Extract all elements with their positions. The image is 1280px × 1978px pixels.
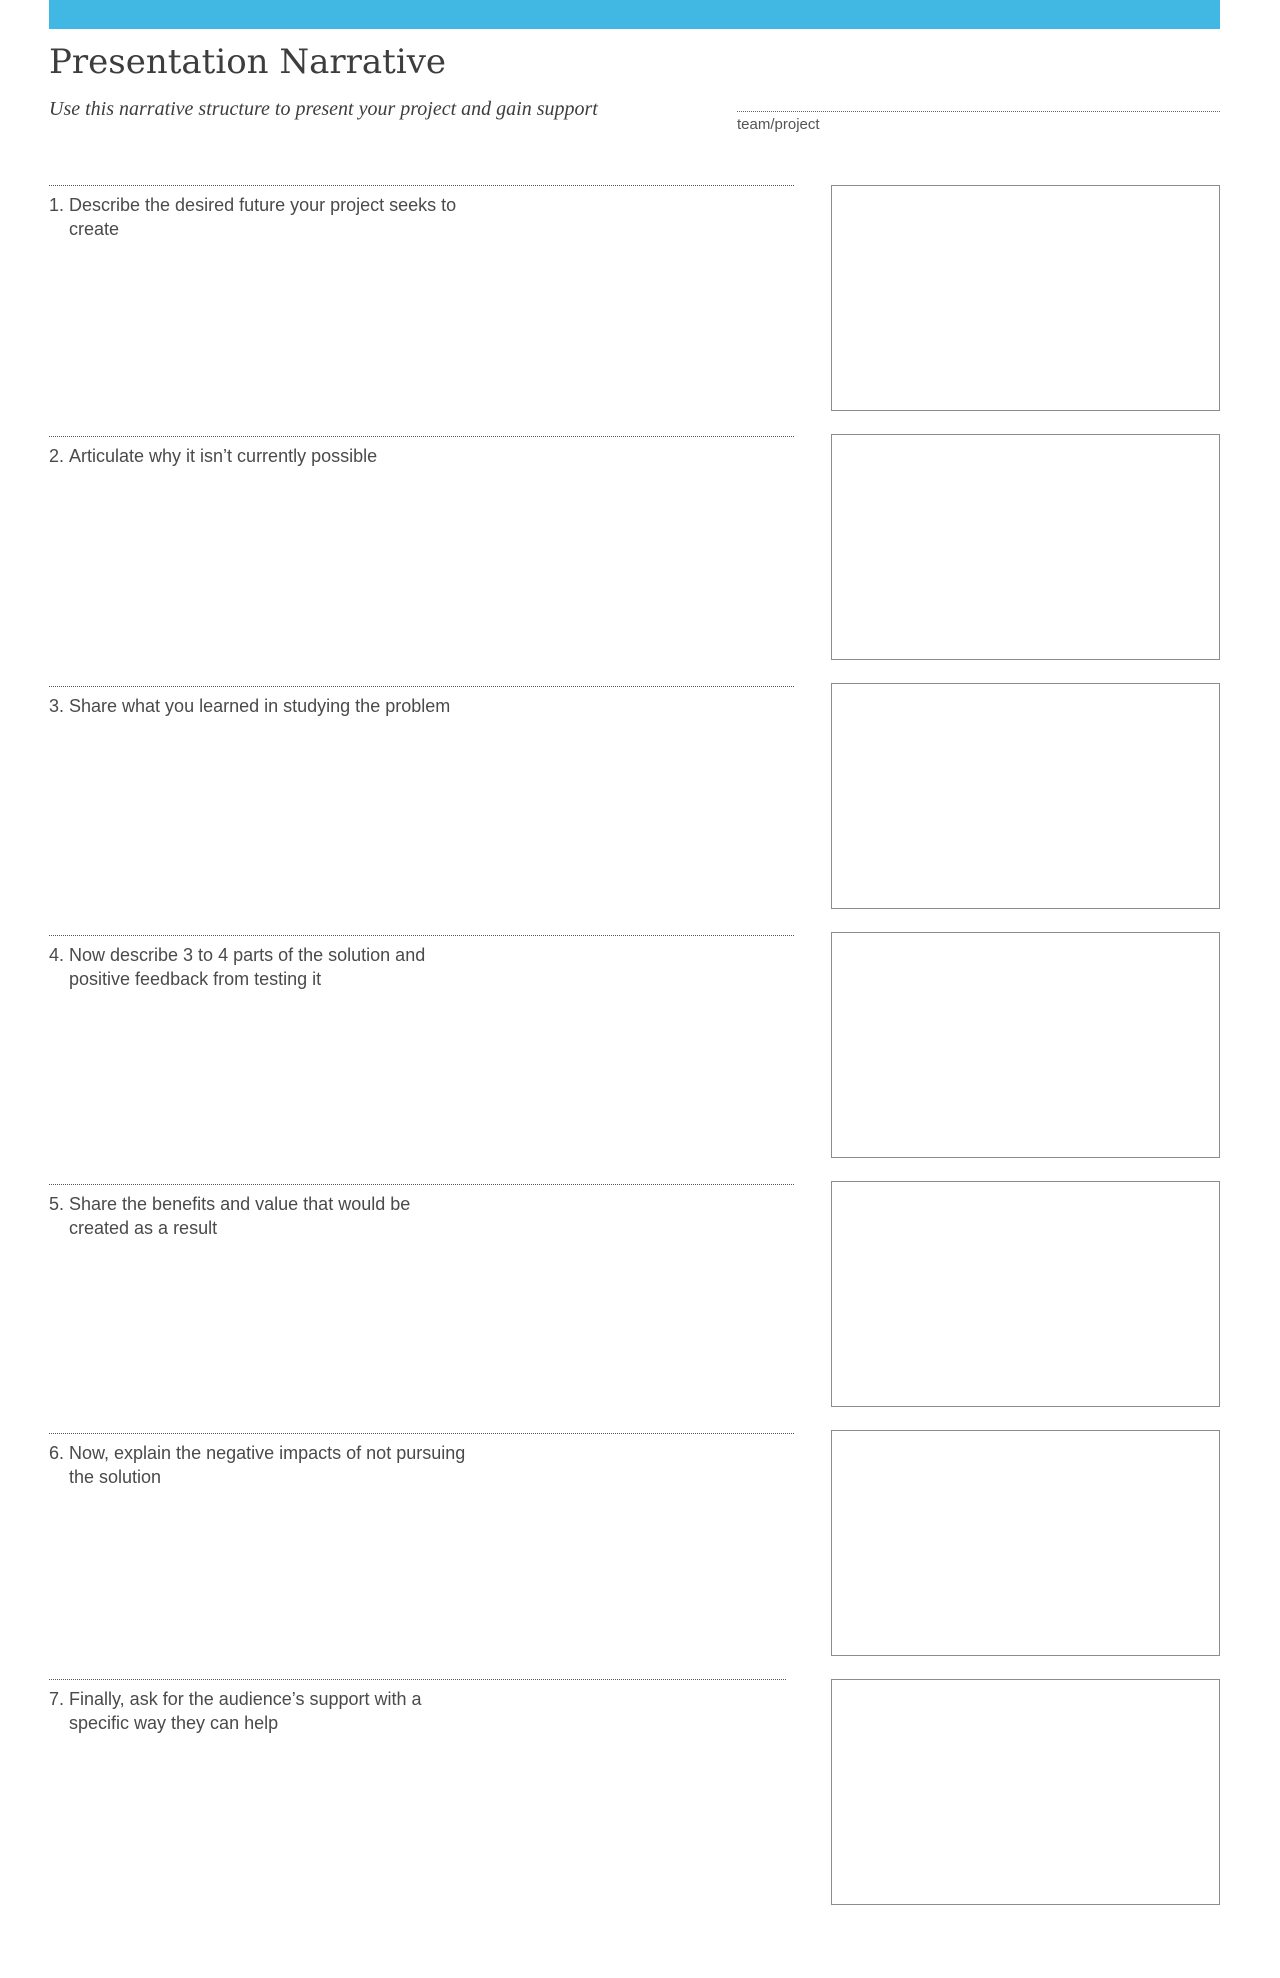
step-5-number: 5. [49,1194,65,1214]
step-7-prompt [49,1687,469,1735]
step-6-divider [49,1433,794,1434]
step-7-text: Finally, ask for the audience’s support with a specific way they can help [69,1689,422,1733]
step-6-prompt [49,1441,469,1489]
step-7-answer-box[interactable] [831,1679,1220,1905]
step-5-divider [49,1184,794,1185]
top-accent-bar [49,0,1220,29]
step-6-answer-box[interactable] [831,1430,1220,1656]
step-6-text: Now, explain the negative impacts of not pursuing the solution [69,1443,466,1487]
step-4-answer-box[interactable] [831,932,1220,1158]
step-4-prompt [49,943,469,991]
team-project-field-line[interactable] [737,111,1220,112]
step-3-number: 3. [49,696,65,716]
page-title: Presentation Narrative [49,42,447,82]
step-1-prompt [49,193,469,241]
step-1-number: 1. [49,195,65,215]
step-2-prompt [49,444,469,468]
step-5-answer-box[interactable] [831,1181,1220,1407]
step-2-text: Articulate why it isn’t currently possible [69,446,378,466]
step-1-answer-box[interactable] [831,185,1220,411]
step-6-number: 6. [49,1443,65,1463]
step-1-text: Describe the desired future your project seeks to create [69,195,457,239]
team-project-label: team/project [737,116,820,133]
step-7-divider [49,1679,786,1680]
step-2-divider [49,436,794,437]
step-3-divider [49,686,794,687]
step-7-number: 7. [49,1689,65,1709]
page-subtitle: Use this narrative structure to present your project and gain support [49,98,598,120]
step-2-answer-box[interactable] [831,434,1220,660]
step-3-answer-box[interactable] [831,683,1220,909]
step-3-text: Share what you learned in studying the problem [69,696,451,716]
step-5-text: Share the benefits and value that would be created as a result [69,1194,411,1238]
step-3-prompt [49,694,469,718]
step-2-number: 2. [49,446,65,466]
step-4-text: Now describe 3 to 4 parts of the solution and positive feedback from testing it [69,945,426,989]
step-1-divider [49,185,794,186]
step-4-divider [49,935,794,936]
step-5-prompt [49,1192,469,1240]
step-4-number: 4. [49,945,65,965]
